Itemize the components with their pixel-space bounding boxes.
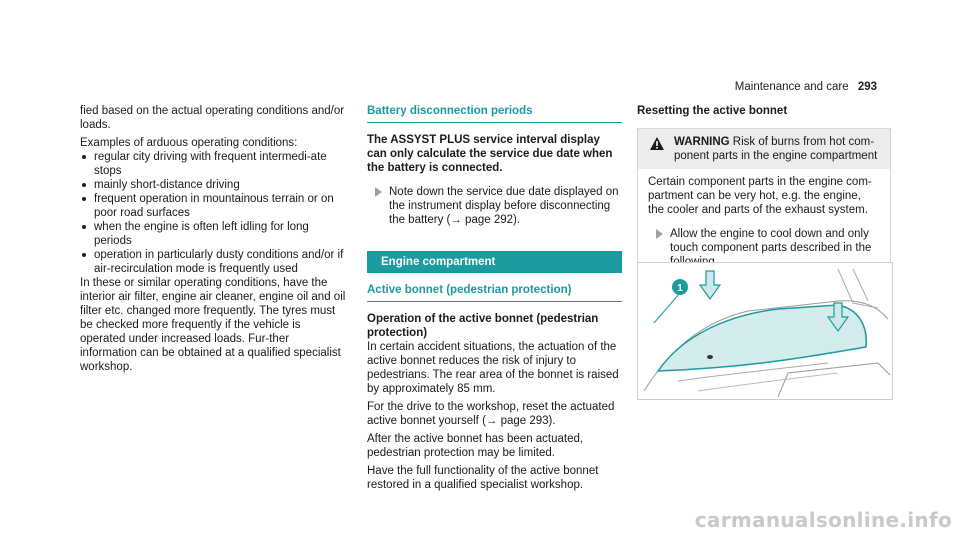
bonnet-illustration <box>637 262 893 400</box>
restore-text: Have the full functionality of the active bonnet restored in a qualified specialist workshop. <box>367 465 599 491</box>
list-item: when the engine is often left idling for long periods <box>80 220 346 248</box>
operation-heading: Operation of the active bonnet (pedestrian protection) <box>367 313 599 339</box>
intro-text: fied based on the actual operating conditions and/or loads. <box>80 105 345 131</box>
car-bonnet-image <box>638 263 892 399</box>
section-title: Maintenance and care <box>734 81 849 93</box>
column-right <box>637 104 891 278</box>
warning-body <box>638 169 890 277</box>
active-bonnet-title: Active bonnet (pedestrian protection) <box>367 283 622 302</box>
warning-body-text: Certain component parts in the engine com-partment can be very hot, e.g. the engine, the cooler and parts of the exhaust system. <box>648 176 872 216</box>
operation-text: In certain accident situations, the actuation of the active bonnet reduces the risk of injury to pedestrians. The rear area of the bonnet is raised by approximately 85 mm. <box>367 341 619 395</box>
warning-header <box>638 129 890 169</box>
step-arrow-icon <box>656 229 663 239</box>
column-left <box>80 104 346 374</box>
examples-label: Examples of arduous operating conditions: <box>80 137 298 149</box>
warning-text: Risk of burns from hot com-ponent parts in the engine compartment <box>674 136 878 162</box>
warning-triangle-icon <box>650 137 664 150</box>
page-header <box>735 80 877 94</box>
step-arrow-icon <box>375 187 382 197</box>
warning-box <box>637 128 891 278</box>
list-item: frequent operation in mountainous terrain or on poor road surfaces <box>80 192 346 220</box>
reset-heading: Resetting the active bonnet <box>637 105 788 117</box>
drive-text: For the drive to the workshop, reset the actuated active bonnet yourself (→ page 293). <box>367 401 615 427</box>
conditions-list <box>80 150 346 276</box>
column-middle <box>367 104 622 492</box>
list-item: regular city driving with frequent intermedi-ate stops <box>80 150 346 178</box>
warning-label: WARNING <box>674 136 730 148</box>
assyst-note: Note down the service due date displayed on the instrument display before disconnecting the battery (→ page 292). <box>389 186 619 226</box>
assyst-step <box>367 185 622 227</box>
list-item: mainly short-distance driving <box>80 178 346 192</box>
assyst-heading: The ASSYST PLUS service interval display can only calculate the service due date when the battery is connected. <box>367 134 613 174</box>
engine-compartment-bar: Engine compartment <box>367 251 622 273</box>
watermark: carmanualsonline.info <box>694 508 952 532</box>
page-number: 293 <box>857 81 877 93</box>
press-arrow-icon <box>700 271 720 299</box>
closing-text: In these or similar operating conditions, have the interior air filter, engine air cleaner, engine oil and oil filter etc. changed more frequently. The tyres must be checked more frequently if the vehicle is operated under increased loads. Fur-ther information can be obtained at a qualified specialist workshop. <box>80 277 346 373</box>
battery-section-title: Battery disconnection periods <box>367 104 622 123</box>
after-text: After the active bonnet has been actuated, pedestrian protection may be limited. <box>367 433 584 459</box>
list-item: operation in particularly dusty conditions and/or if air-recirculation mode is frequently used <box>80 248 346 276</box>
warning-step-text: Allow the engine to cool down and only touch component parts described in the <box>670 228 872 254</box>
callout-number: 1 <box>677 283 683 294</box>
